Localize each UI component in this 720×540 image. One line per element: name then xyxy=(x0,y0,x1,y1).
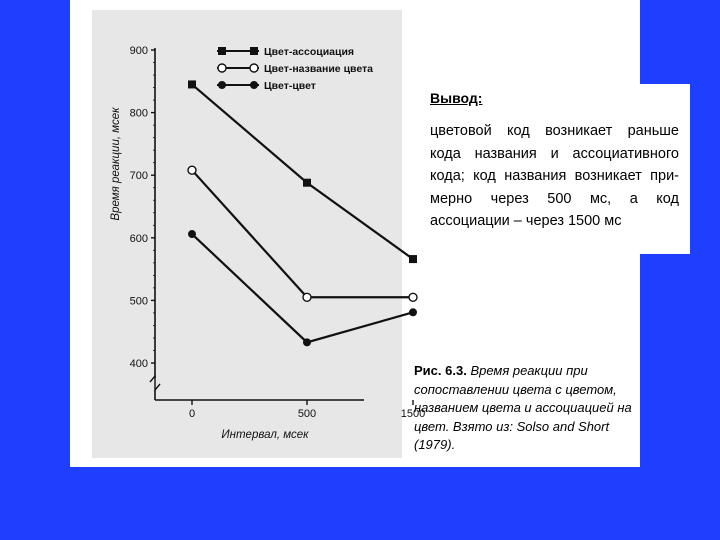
data-point-filled-circle xyxy=(188,230,196,238)
data-point-open-circle xyxy=(188,166,196,174)
x-axis-label: Интервал, мсек xyxy=(221,429,309,441)
legend-label: Цвет-цвет xyxy=(264,80,316,92)
conclusion-text: цветовой код возникает раньше кода названия и ассоциативного кода; код названия возникает при-мерно через 500 мс, а код ассоциации – через 1500 мс xyxy=(430,123,679,229)
data-point-square xyxy=(188,80,196,88)
y-tick-label: 600 xyxy=(129,232,148,245)
series-line-1 xyxy=(192,84,413,259)
x-tick-label: 0 xyxy=(188,408,196,420)
conclusion-title: Вывод: xyxy=(430,90,483,106)
figure-caption xyxy=(414,362,636,455)
conclusion-box xyxy=(418,84,690,254)
chart-axes xyxy=(150,48,413,405)
data-point-open-circle xyxy=(409,293,417,301)
data-point-filled-circle xyxy=(250,81,258,89)
y-axis-label: Время реакции, мсек xyxy=(110,107,122,221)
legend-label: Цвет-ассоциация xyxy=(264,46,355,58)
data-point-open-circle xyxy=(218,64,226,72)
x-tick-label: 500 xyxy=(297,408,317,420)
series-layer xyxy=(188,80,417,346)
data-point-filled-circle xyxy=(303,338,311,346)
y-tick-labels xyxy=(130,45,148,370)
data-point-open-circle xyxy=(250,64,258,72)
legend-label: Цвет-название цвета xyxy=(264,63,374,75)
caption-label: Рис. 6.3. xyxy=(414,363,467,378)
y-tick-label: 500 xyxy=(129,295,148,308)
reaction-time-chart xyxy=(92,10,426,458)
y-tick-label: 900 xyxy=(129,45,148,57)
y-axis-break xyxy=(150,376,160,390)
y-tick-label: 400 xyxy=(129,358,148,370)
data-point-filled-circle xyxy=(218,81,226,89)
data-point-square xyxy=(218,47,226,55)
data-point-square xyxy=(409,255,417,263)
x-tick-labels xyxy=(189,408,425,420)
series-line-3 xyxy=(192,234,413,342)
data-point-open-circle xyxy=(303,293,311,301)
x-tick-label: 1500 xyxy=(400,408,426,420)
caption-text: Время реакции при сопоставлении цвета с цветом, названием цвета и ассоциацией на цвет. Взято из: Solso and Short (1979). xyxy=(414,363,632,452)
y-tick-label: 800 xyxy=(129,107,148,120)
chart-legend xyxy=(217,46,373,92)
series-line-2 xyxy=(192,170,413,297)
data-point-filled-circle xyxy=(409,308,417,316)
data-point-square xyxy=(303,179,311,187)
y-tick-label: 700 xyxy=(129,170,148,183)
data-point-square xyxy=(250,47,258,55)
